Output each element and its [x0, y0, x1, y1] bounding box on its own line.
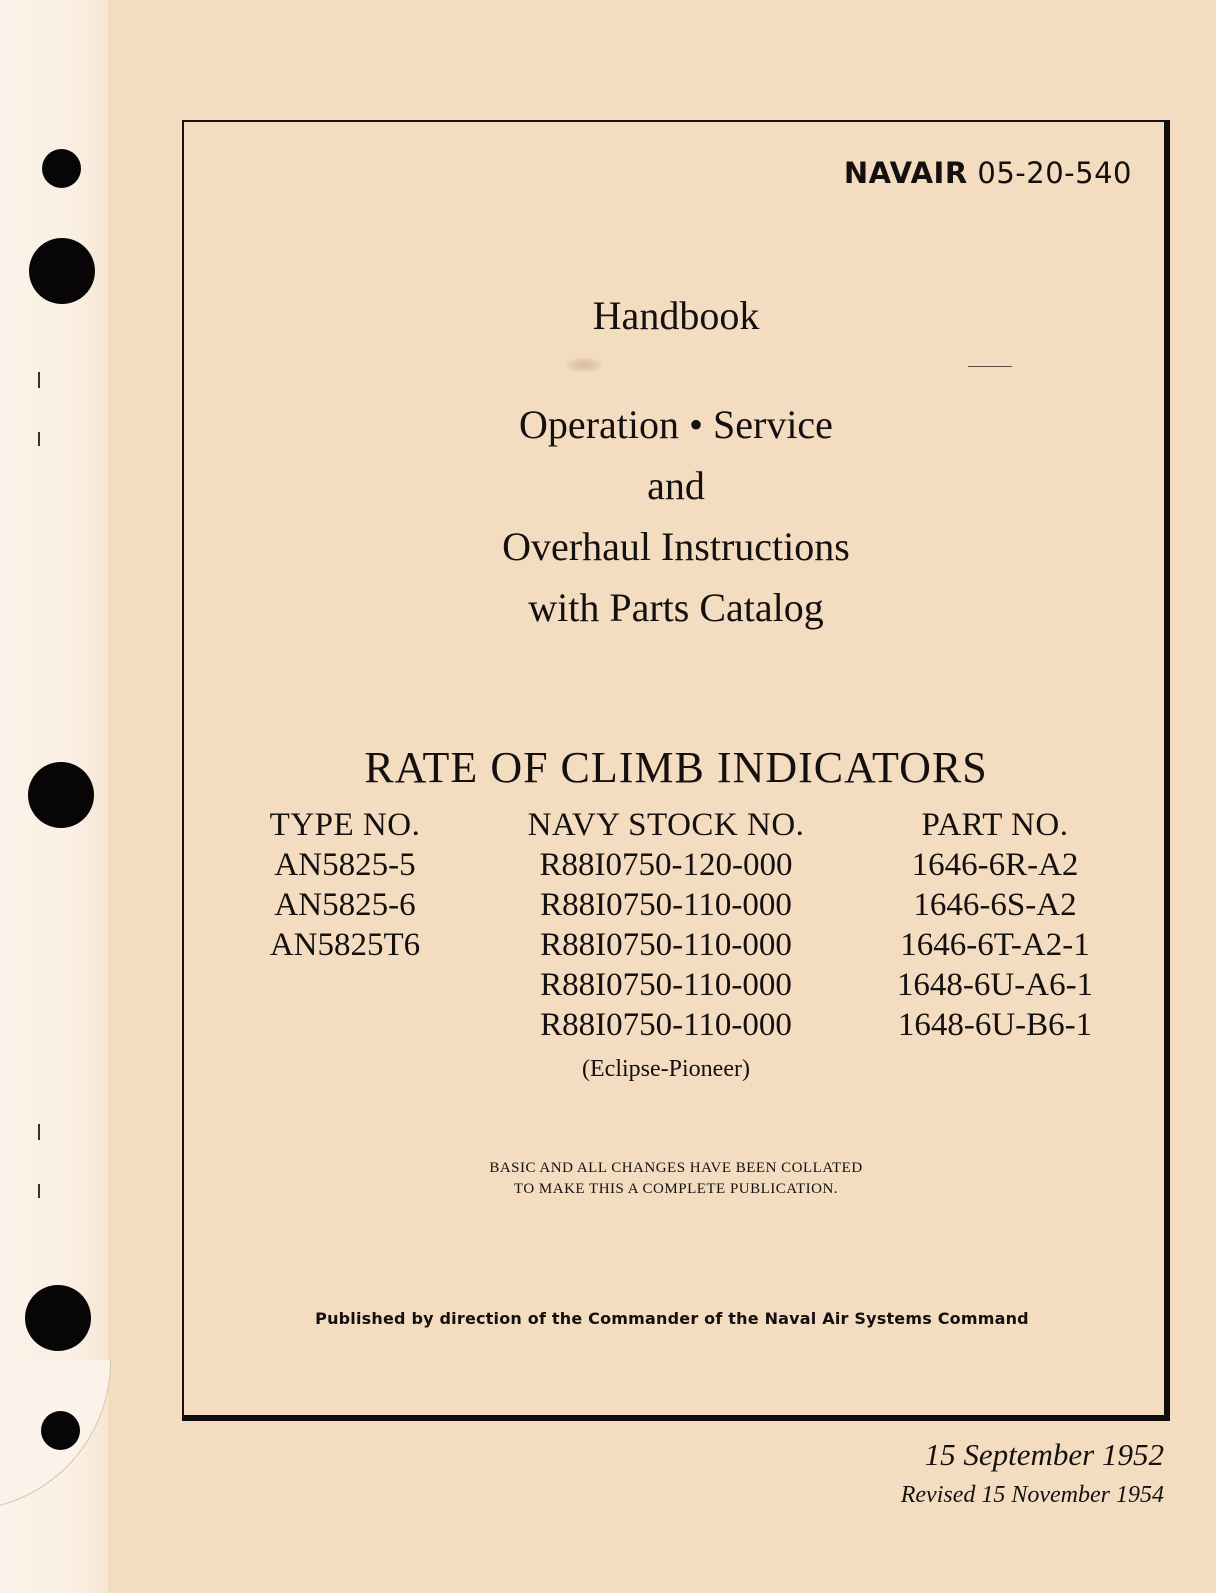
type-number: AN5825T6	[269, 927, 421, 963]
subtitle-line: Overhaul Instructions	[502, 524, 850, 569]
notice-line: BASIC AND ALL CHANGES HAVE BEEN COLLATED	[489, 1160, 863, 1176]
subtitle-line: with Parts Catalog	[528, 585, 824, 630]
column-header-stock: NAVY STOCK NO.	[527, 807, 805, 843]
stock-number: R88I0750-120-000	[539, 847, 793, 883]
scan-mark	[38, 1124, 40, 1140]
stock-number: R88I0750-110-000	[540, 887, 792, 923]
column-header-type: TYPE NO.	[269, 807, 421, 843]
binder-hole-icon	[29, 238, 95, 304]
notice-line: TO MAKE THIS A COMPLETE PUBLICATION.	[513, 1181, 839, 1197]
type-number-column	[228, 805, 462, 965]
binder-hole-icon	[28, 762, 94, 828]
handbook-label: Handbook	[592, 293, 760, 338]
scan-mark	[38, 372, 40, 388]
stock-number: R88I0750-110-000	[540, 927, 792, 963]
doc-number-prefix: NAVAIR	[843, 156, 968, 190]
part-number: 1648-6U-A6-1	[896, 967, 1094, 1003]
binder-hole-icon	[25, 1285, 91, 1351]
publisher-statement: Published by direction of the Commander of the Naval Air Systems Command	[315, 1309, 1029, 1328]
stock-number-column	[486, 805, 846, 1045]
binder-hole-icon	[41, 1411, 80, 1450]
type-number: AN5825-5	[274, 847, 416, 883]
collation-notice	[182, 1158, 1170, 1200]
scan-mark	[38, 432, 40, 446]
doc-number-value: 05-20-540	[977, 156, 1132, 190]
stock-number: R88I0750-110-000	[540, 967, 792, 1003]
issue-date: 15 September 1952	[924, 1437, 1164, 1472]
subtitle-line: and	[647, 463, 705, 508]
type-number: AN5825-6	[274, 887, 416, 923]
scan-mark	[38, 1184, 40, 1198]
manufacturer-label: (Eclipse-Pioneer)	[582, 1056, 750, 1082]
column-header-part: PART NO.	[921, 807, 1069, 843]
part-number: 1646-6R-A2	[911, 847, 1079, 883]
part-number: 1648-6U-B6-1	[897, 1007, 1093, 1043]
revision-date: Revised 15 November 1954	[900, 1482, 1164, 1508]
stock-number: R88I0750-110-000	[540, 1007, 792, 1043]
page-title: RATE OF CLIMB INDICATORS	[364, 743, 988, 792]
part-number-column	[870, 805, 1120, 1045]
part-number: 1646-6S-A2	[913, 887, 1077, 923]
document-number	[844, 156, 1132, 190]
subtitle-line: Operation • Service	[519, 402, 833, 447]
part-number: 1646-6T-A2-1	[900, 927, 1090, 963]
binder-hole-icon	[42, 149, 81, 188]
